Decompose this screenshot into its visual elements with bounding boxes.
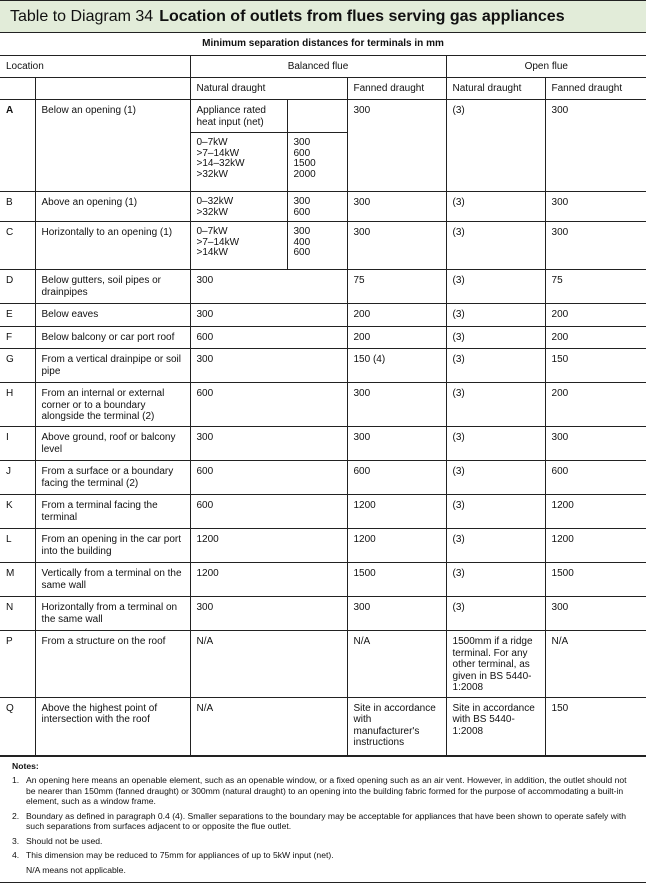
row-location: Above the highest point of intersection with the roof <box>35 697 190 755</box>
balanced-natural: N/A <box>190 631 347 698</box>
table-row <box>0 383 646 427</box>
row-location: From an internal or external corner or to a boundary alongside the terminal (2) <box>35 383 190 427</box>
balanced-fanned: 200 <box>347 304 446 327</box>
open-fanned: 150 <box>545 349 646 383</box>
open-fanned: 600 <box>545 461 646 495</box>
open-fanned: 200 <box>545 383 646 427</box>
note-item <box>12 811 636 832</box>
open-fanned: 1200 <box>545 495 646 529</box>
table-title <box>0 0 646 33</box>
row-id: L <box>0 529 35 563</box>
open-fanned: 1500 <box>545 563 646 597</box>
open-fanned: 200 <box>545 304 646 327</box>
note-item <box>12 850 636 861</box>
header-of-natural: Natural draught <box>446 78 545 100</box>
balanced-natural: 300 <box>190 427 347 461</box>
open-natural: (3) <box>446 270 545 304</box>
row-location: Below balcony or car port roof <box>35 327 190 349</box>
balanced-fanned: 1200 <box>347 495 446 529</box>
note-item <box>12 836 636 847</box>
table-row <box>0 427 646 461</box>
note-number: 2. <box>12 810 20 821</box>
table-row <box>0 495 646 529</box>
balanced-fanned: 300 <box>347 597 446 631</box>
row-location: Below eaves <box>35 304 190 327</box>
balanced-fanned: 300 <box>347 427 446 461</box>
open-fanned: 75 <box>545 270 646 304</box>
row-location: From an opening in the car port into the building <box>35 529 190 563</box>
open-natural: (3) <box>446 529 545 563</box>
row-id: J <box>0 461 35 495</box>
row-location: From a surface or a boundary facing the terminal (2) <box>35 461 190 495</box>
note-number: 1. <box>12 775 20 785</box>
note-number: 4. <box>12 850 20 860</box>
table-row: C Horizontally to an opening (1) 0–7kW >7–14kW >14kW 300 400 600 300 (3) 300 <box>0 222 646 270</box>
table-row <box>0 304 646 327</box>
note-text: An opening here means an openable element, such as an openable window, or a fixed opening such as an air vent. However, in addition, the outlet should not be nearer than 150mm (fanned draught) or 300mm (natural draught) to an opening into the building fabric formed for the purpose of accommodating a built-in element, such as a window frame. <box>26 775 627 806</box>
open-fanned: 150 <box>545 697 646 755</box>
balanced-natural: 1200 <box>190 529 347 563</box>
header-location: Location <box>0 56 190 78</box>
open-natural: (3) <box>446 427 545 461</box>
table-row <box>0 631 646 698</box>
title-main: Location of outlets from flues serving gas appliances <box>159 7 565 25</box>
subheader-row <box>0 78 646 100</box>
balanced-natural: 600 <box>190 495 347 529</box>
open-fanned: 200 <box>545 327 646 349</box>
header-open-flue: Open flue <box>446 56 646 78</box>
balanced-fanned: 75 <box>347 270 446 304</box>
title-prefix: Table to Diagram 34 <box>10 7 154 25</box>
open-fanned: N/A <box>545 631 646 698</box>
row-id: P <box>0 631 35 698</box>
open-natural: (3) <box>446 563 545 597</box>
open-fanned: 300 <box>545 597 646 631</box>
row-id: H <box>0 383 35 427</box>
header-row <box>0 56 646 78</box>
open-natural: (3) <box>446 327 545 349</box>
bottom-rule <box>0 882 646 883</box>
row-id: G <box>0 349 35 383</box>
notes <box>0 756 646 876</box>
balanced-natural: 600 <box>190 383 347 427</box>
balanced-fanned: 600 <box>347 461 446 495</box>
open-natural: (3) <box>446 597 545 631</box>
balanced-fanned: Site in accordance with manufacturer's instructions <box>347 697 446 755</box>
note-text: This dimension may be reduced to 75mm for appliances of up to 5kW input (net). <box>26 850 334 860</box>
row-location: From a vertical drainpipe or soil pipe <box>35 349 190 383</box>
table-row <box>0 349 646 383</box>
row-id: F <box>0 327 35 349</box>
balanced-fanned: 1500 <box>347 563 446 597</box>
note-number: 3. <box>12 835 20 846</box>
note-item <box>12 775 636 807</box>
table-row <box>0 697 646 755</box>
header-balanced-flue: Balanced flue <box>190 56 446 78</box>
table-row <box>0 327 646 349</box>
balanced-natural: 300 <box>190 304 347 327</box>
row-location: From a structure on the roof <box>35 631 190 698</box>
table-row: A Below an opening (1) Appliance rated heat input (net) 300 (3) 300 <box>0 100 646 133</box>
balanced-fanned: 1200 <box>347 529 446 563</box>
balanced-fanned: 150 (4) <box>347 349 446 383</box>
separation-table: Location Balanced flue Open flue Natural draught Fanned draught Natural draught Fanned draught A Below an opening (1) Appliance rated heat input (net) 300 (3) 300 0–7kW >7–14kW >14–32kW >32kW 300 600 1500 2000 B Above an opening (1) 0–32kW >32kW 300 600 300 (3) 300 C Horizontally to an opening (1) 0–7kW >7–14kW >14kW 300 400 600 300 (3) 300 D Below gutters, soil pipes or drainpipes 300 75 (3) 75 E Below eaves 300 200 (3) 200 F Below balcony or car port roof 600 200 (3) 200 G From a vertical drainpipe or soil pipe 300 150 (4) (3) 150 H From an internal or external corner or to a boundary alongside the terminal (2) 600 300 (3) 200 I Above ground, roof or balcony level 300 300 (3) 300 J From a surface or a boundary facing the terminal (2) 600 600 (3) 600 K From a terminal facing the terminal 600 1200 (3) 1200 L From an opening in the car port into the building 1200 1200 (3) 1200 M Vertically from a terminal on the same wall 1200 1500 (3) 1500 N Horizontally from a terminal on the same wall 300 300 (3) 300 P From a structure on the roof N/A N/A 1500mm if a ridge terminal. For any other terminal, as given in BS 5440-1:2008 N/A Q Above the highest point of intersection with the roof N/A Site in accordance with manufacturer's instructions Site in accordance with BS 5440-1:2008 150 <box>0 55 646 756</box>
open-natural: (3) <box>446 461 545 495</box>
row-id: M <box>0 563 35 597</box>
table-row <box>0 270 646 304</box>
balanced-fanned: N/A <box>347 631 446 698</box>
balanced-natural: 1200 <box>190 563 347 597</box>
table-row <box>0 461 646 495</box>
open-fanned: 300 <box>545 427 646 461</box>
row-location: From a terminal facing the terminal <box>35 495 190 529</box>
table-subtitle: Minimum separation distances for terminals in mm <box>202 38 444 49</box>
row-id: D <box>0 270 35 304</box>
row-id: N <box>0 597 35 631</box>
na-note: N/A means not applicable. <box>26 864 126 875</box>
notes-heading: Notes: <box>12 760 39 771</box>
open-natural: 1500mm if a ridge terminal. For any other terminal, as given in BS 5440-1:2008 <box>446 631 545 698</box>
row-location: Below gutters, soil pipes or drainpipes <box>35 270 190 304</box>
balanced-fanned: 300 <box>347 383 446 427</box>
note-text: Boundary as defined in paragraph 0.4 (4). Smaller separations to the boundary may be acceptable for appliances that have been shown to operate safely with such separations from surfaces adjacent to or opposite the flue outlet. <box>26 810 627 831</box>
header-of-fanned: Fanned draught <box>545 78 646 100</box>
table-row <box>0 597 646 631</box>
balanced-natural: 600 <box>190 461 347 495</box>
note-text: Should not be used. <box>26 835 103 846</box>
row-location: Vertically from a terminal on the same wall <box>35 563 190 597</box>
open-natural: (3) <box>446 304 545 327</box>
table-row <box>0 529 646 563</box>
open-natural: (3) <box>446 383 545 427</box>
open-natural: (3) <box>446 495 545 529</box>
row-id: Q <box>0 697 35 755</box>
open-fanned: 1200 <box>545 529 646 563</box>
header-bf-fanned: Fanned draught <box>347 78 446 100</box>
balanced-natural: 600 <box>190 327 347 349</box>
row-location: Horizontally from a terminal on the same wall <box>35 597 190 631</box>
table-row: B Above an opening (1) 0–32kW >32kW 300 600 300 (3) 300 <box>0 192 646 222</box>
balanced-natural: 300 <box>190 349 347 383</box>
balanced-fanned: 200 <box>347 327 446 349</box>
row-id: E <box>0 304 35 327</box>
row-id: K <box>0 495 35 529</box>
open-natural: Site in accordance with BS 5440-1:2008 <box>446 697 545 755</box>
table-row <box>0 563 646 597</box>
header-bf-natural: Natural draught <box>190 78 347 100</box>
balanced-natural: 300 <box>190 270 347 304</box>
row-location: Above ground, roof or balcony level <box>35 427 190 461</box>
row-id: I <box>0 427 35 461</box>
open-natural: (3) <box>446 349 545 383</box>
balanced-natural: N/A <box>190 697 347 755</box>
balanced-natural: 300 <box>190 597 347 631</box>
